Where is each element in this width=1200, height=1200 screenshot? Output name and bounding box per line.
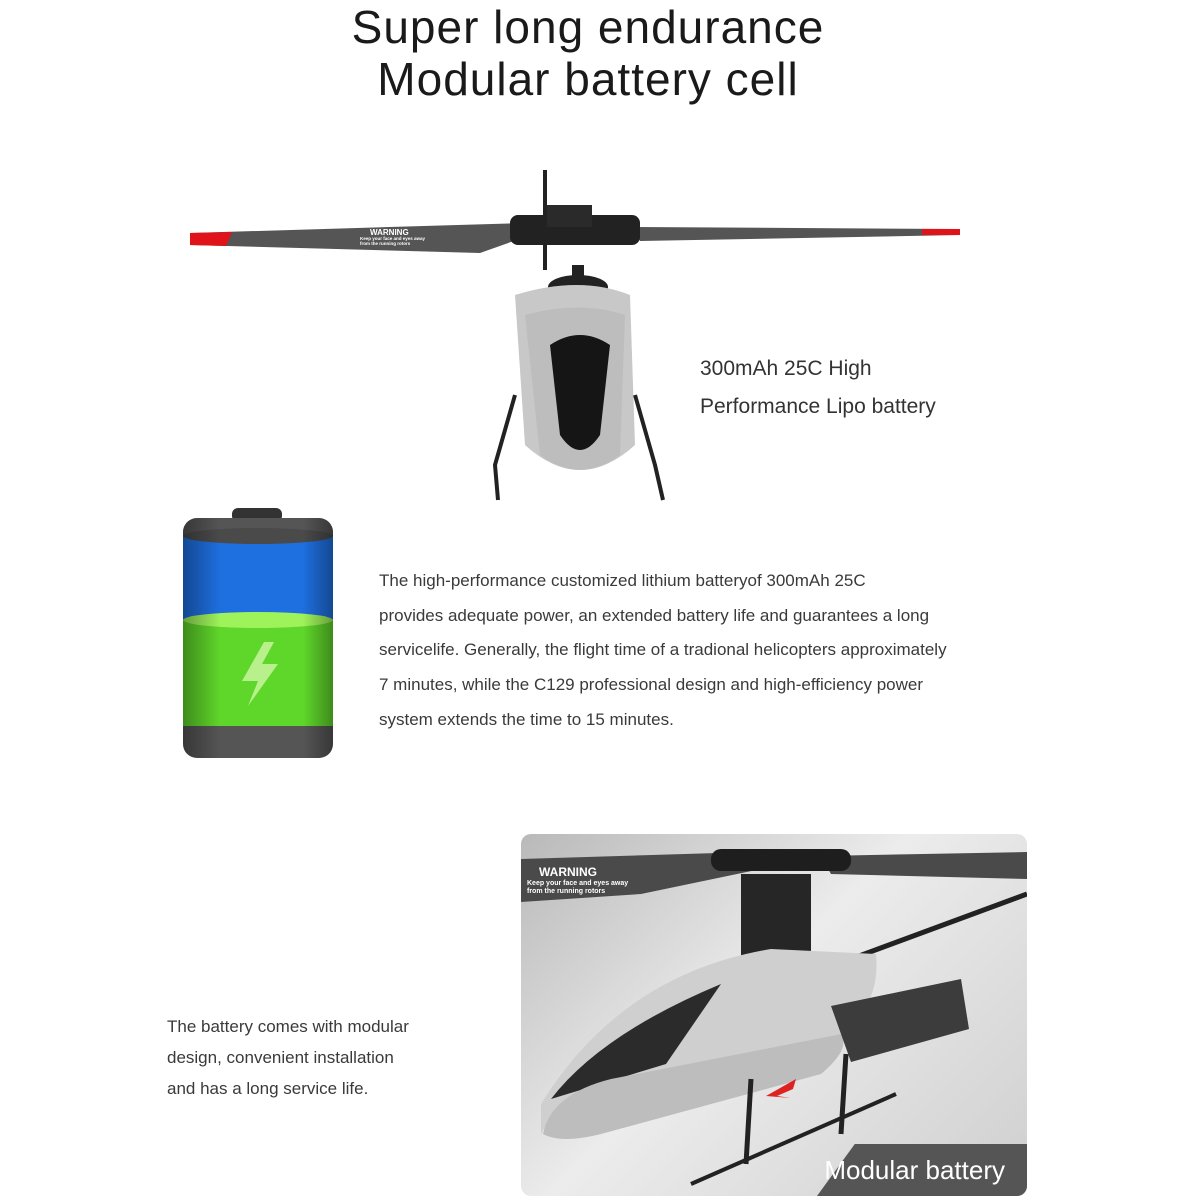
- rotor-warning-title: WARNING: [370, 228, 409, 237]
- page-title-line-2: Modular battery cell: [377, 53, 799, 105]
- description-line: system extends the time to 15 minutes.: [379, 709, 674, 729]
- photo-warning-text-1: Keep your face and eyes away: [527, 880, 629, 887]
- helicopter-side-image: [521, 834, 1027, 1196]
- description-line: provides adequate power, an extended battery life and guarantees a long: [379, 605, 930, 625]
- rotor-warning-text-2: from the running rotors: [360, 241, 411, 246]
- helicopter-front-image: [180, 165, 970, 505]
- photo-warning-text-2: from the running rotors: [527, 888, 606, 895]
- spec-line-2: Performance Lipo battery: [700, 395, 936, 418]
- modular-line: and has a long service life.: [167, 1079, 369, 1098]
- description-line: servicelife. Generally, the flight time of a tradional helicopters approximately: [379, 640, 947, 660]
- description-line: The high-performance customized lithium batteryof 300mAh 25C: [379, 571, 866, 590]
- spec-line-1: 300mAh 25C High: [700, 357, 872, 380]
- description-line: 7 minutes, while the C129 professional design and high-efficiency power: [379, 675, 924, 695]
- photo-caption: Modular battery: [824, 1155, 1005, 1185]
- rotor-warning-text-1: Keep your face and eyes away: [360, 236, 426, 241]
- page-title-line-1: Super long endurance: [351, 1, 825, 53]
- modular-line: design, convenient installation: [167, 1048, 394, 1067]
- modular-line: The battery comes with modular: [167, 1017, 409, 1036]
- battery-charging-icon: [182, 506, 334, 760]
- photo-warning-title: WARNING: [539, 865, 597, 879]
- battery-spec-text: [700, 350, 936, 426]
- modular-description: [167, 1011, 409, 1104]
- modular-battery-photo: [521, 834, 1027, 1196]
- battery-description: [379, 564, 1059, 738]
